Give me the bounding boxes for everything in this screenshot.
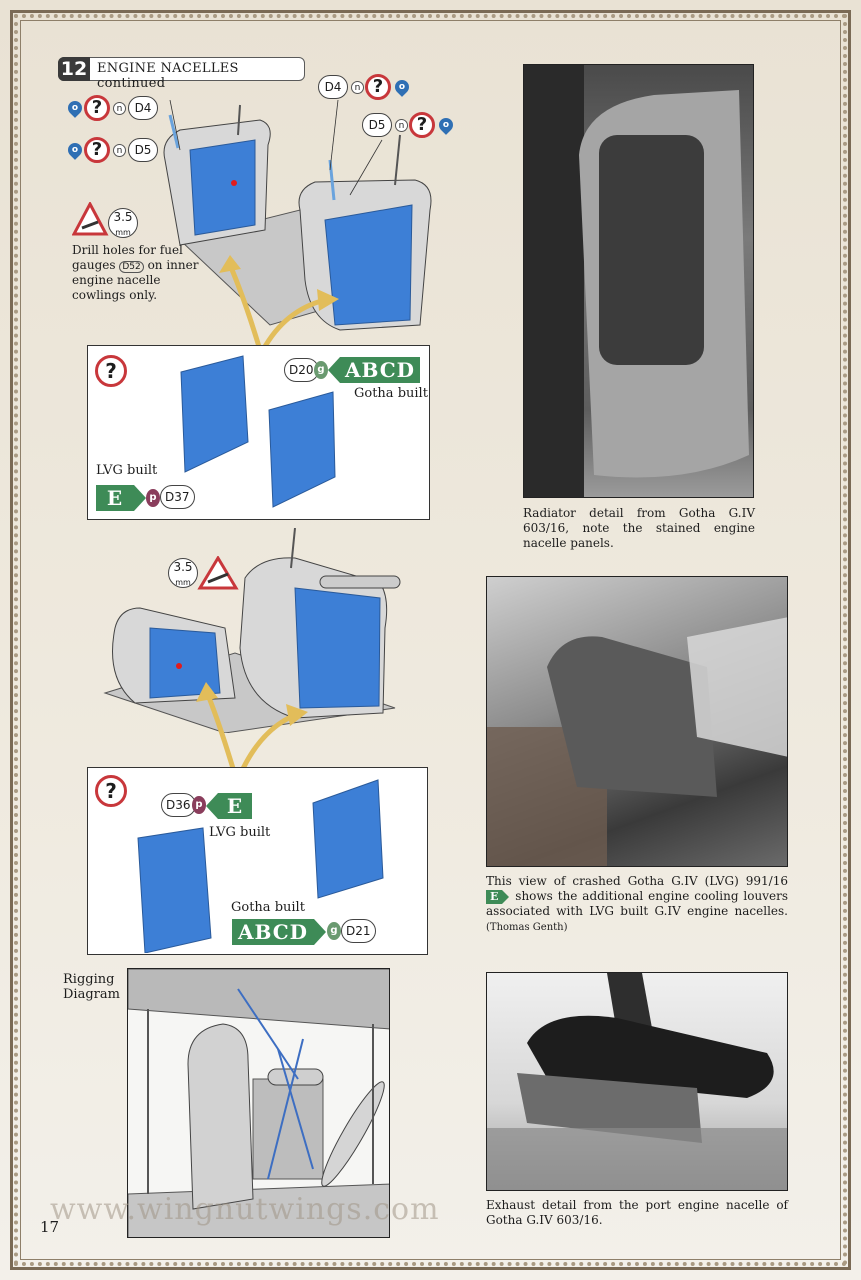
fabric-wing [687, 617, 788, 757]
strut [395, 135, 400, 185]
photo-radiator [523, 64, 754, 498]
page-number: 17 [40, 1218, 60, 1236]
propeller [314, 1077, 390, 1191]
rigging-label-line2: Diagram [63, 987, 120, 1002]
question-mark-icon: ? [84, 95, 110, 121]
step-number: 12 [58, 57, 90, 81]
arrow-left [208, 695, 235, 775]
part-d5: D5 [362, 113, 392, 137]
badge-e-inline: E [486, 890, 502, 904]
paint-drop-icon: o [65, 98, 85, 118]
badge-abcd: ABCD [340, 357, 420, 383]
question-mark-icon: ? [365, 74, 391, 100]
panels-svg-top [173, 352, 348, 512]
badge-e: E [96, 485, 134, 511]
detail-box-middle [87, 767, 428, 955]
photo-crash [486, 576, 788, 867]
gotha-built-label: Gotha built [354, 386, 428, 401]
yellow-arrows-top [215, 255, 345, 355]
caption-crash-credit: (Thomas Genth) [486, 922, 568, 933]
tag-n: n [395, 119, 408, 132]
tag-g: g [314, 361, 328, 379]
detail-box-top [87, 345, 430, 520]
arrow-right [240, 715, 295, 775]
tag-n: n [113, 144, 126, 157]
callout-right-d4 [318, 74, 418, 100]
drill-note-text-before: Drill holes for fuel gauges [72, 243, 183, 272]
caption-radiator: Radiator detail from Gotha G.IV 603/16, note the stained engine nacelle panels. [523, 506, 755, 550]
arrow-left [230, 265, 260, 350]
photo-exhaust-svg [487, 973, 788, 1191]
caption-crash-pre: This view of crashed Gotha G.IV (LVG) 991/16 [486, 874, 788, 888]
panel-d20 [269, 392, 335, 507]
yellow-arrows-middle [190, 680, 320, 780]
drill-size: 3.5 [173, 560, 193, 574]
panel-d37 [181, 356, 248, 472]
lvg-built-label: LVG built [209, 825, 271, 840]
paint-drop-icon: o [436, 115, 456, 135]
nacelle [188, 1024, 253, 1209]
badge-e: E [218, 793, 252, 819]
part-d4: D4 [128, 96, 158, 120]
step-header [58, 57, 305, 91]
lower-surface [487, 1128, 788, 1191]
part-d21: D21 [341, 919, 376, 943]
tag-g: g [327, 922, 341, 940]
drill-note-text-after: on inner engine nacelle cowlings only. [72, 258, 199, 302]
drill-size: 3.5 [113, 210, 133, 224]
radiator-grille [599, 135, 704, 365]
rigging-label-line1: Rigging [63, 972, 115, 987]
leader-line [330, 100, 338, 170]
photo-radiator-svg [524, 65, 754, 498]
part-d5: D5 [128, 138, 158, 162]
question-mark-icon: ? [95, 775, 127, 807]
gotha-built-label: Gotha built [231, 900, 305, 915]
arrow-right [263, 300, 325, 350]
caption-crash [486, 874, 788, 935]
badge-abcd: ABCD [232, 919, 314, 945]
drill-note [72, 243, 202, 303]
panel-d21 [313, 780, 383, 898]
arrow-left-head [196, 682, 218, 702]
caption-exhaust: Exhaust detail from the port engine nacelle of Gotha G.IV 603/16. [486, 1198, 788, 1227]
exhaust-pipe [320, 576, 400, 588]
drill-size-badge [108, 208, 138, 238]
question-mark-icon: ? [84, 137, 110, 163]
drill-unit: mm [175, 578, 191, 587]
watermark-url: www.wingnutwings.com [50, 1192, 440, 1227]
drill-hole-marker [176, 663, 182, 669]
part-d4: D4 [318, 75, 348, 99]
tag-p: p [192, 796, 206, 814]
lvg-built-label: LVG built [96, 463, 158, 478]
drill-unit: mm [115, 228, 131, 237]
tag-n: n [351, 81, 364, 94]
step-title: ENGINE NACELLES continued [97, 61, 239, 91]
background-dark [524, 65, 584, 498]
arrow-right-head [317, 289, 339, 311]
paint-drop-icon: o [65, 140, 85, 160]
photo-exhaust [486, 972, 788, 1191]
part-d37: D37 [160, 485, 195, 509]
photo-crash-svg [487, 577, 788, 867]
part-d36: D36 [161, 793, 196, 817]
tag-n: n [113, 102, 126, 115]
arrow-right-head [286, 704, 308, 726]
question-mark-icon: ? [95, 355, 127, 387]
arrow-left-head [219, 255, 241, 273]
panels-svg-middle [133, 778, 403, 953]
paint-drop-icon: o [392, 77, 412, 97]
drill-hole-marker [231, 180, 237, 186]
panel-d36 [138, 828, 211, 953]
caption-crash-post: shows the additional engine cooling louvers associated with LVG built G.IV engine nacelles. [486, 889, 788, 918]
question-mark-icon: ? [409, 112, 435, 138]
left-nacelle-blue-panel [190, 140, 255, 235]
tag-p: p [146, 489, 160, 507]
rigging-label [63, 972, 120, 1002]
drill-note-ref: D52 [119, 261, 143, 273]
part-d20: D20 [284, 358, 319, 382]
